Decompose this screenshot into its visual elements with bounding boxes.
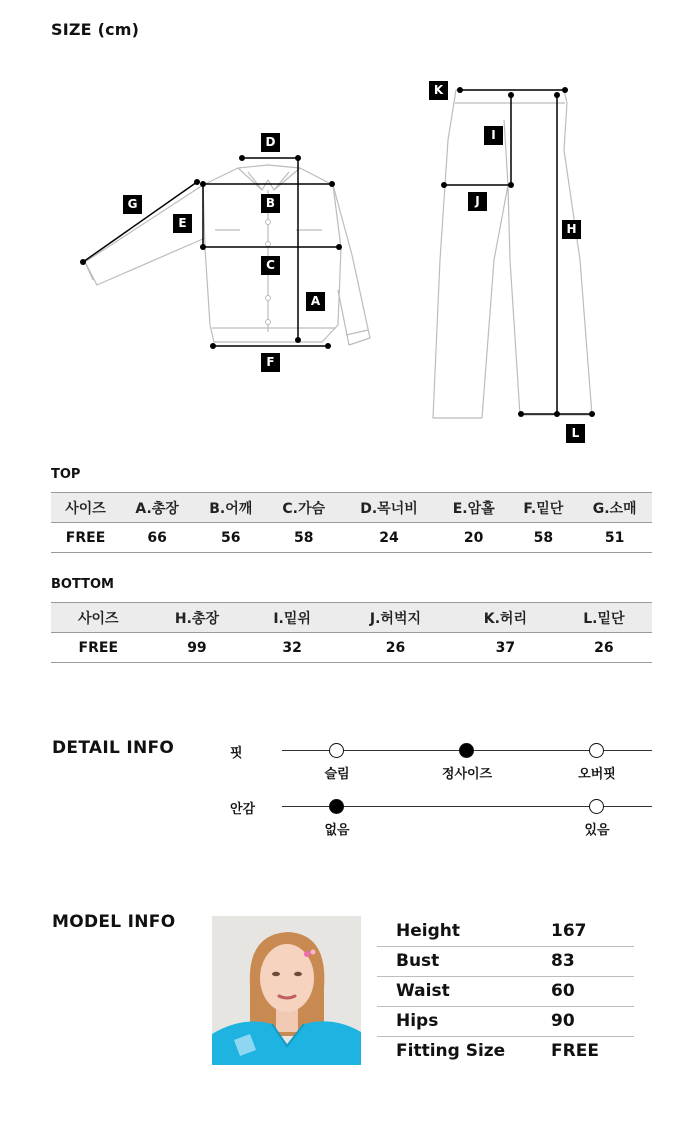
table-header: K.허리: [455, 603, 556, 633]
fit-label: 핏: [230, 746, 243, 761]
table-cell: FREE: [51, 523, 120, 553]
table-cell: 51: [577, 523, 652, 553]
table-row: [51, 523, 652, 553]
table-cell: 20: [438, 523, 509, 553]
model-stat-value: 90: [551, 1006, 634, 1036]
table-row: [51, 633, 652, 663]
lining-option-yes: 있음: [584, 823, 610, 838]
table-row: [377, 976, 634, 1006]
top-table-label: TOP: [51, 467, 81, 482]
marker-a: A: [306, 292, 325, 311]
fit-option-over-dot: [589, 743, 604, 758]
model-photo: [212, 916, 361, 1065]
model-stat-label: Fitting Size: [396, 1041, 506, 1062]
table-cell: 26: [556, 633, 652, 663]
table-header-row: [51, 603, 652, 633]
size-title: SIZE (cm): [51, 20, 140, 39]
table-cell: 58: [267, 523, 340, 553]
table-header: 사이즈: [51, 603, 146, 633]
garment-drawings: [0, 0, 700, 460]
lining-scale: [230, 802, 660, 846]
fit-option-slim: 슬림: [324, 767, 350, 782]
marker-d: D: [261, 133, 280, 152]
model-stat-label: Height: [377, 916, 551, 946]
marker-l: L: [566, 424, 585, 443]
table-header: D.목너비: [340, 493, 438, 523]
model-info-title: MODEL INFO: [52, 912, 176, 932]
table-cell: 26: [336, 633, 455, 663]
marker-h: H: [562, 220, 581, 239]
model-stat-value: 83: [551, 946, 634, 976]
model-stat-label: Waist: [377, 976, 551, 1006]
marker-f: F: [261, 353, 280, 372]
table-header: A.총장: [120, 493, 194, 523]
table-cell: 24: [340, 523, 438, 553]
table-row: [377, 916, 634, 946]
model-stat-label: Bust: [377, 946, 551, 976]
fit-option-slim-dot: [329, 743, 344, 758]
marker-c: C: [261, 256, 280, 275]
model-stats-table: [377, 916, 634, 1066]
table-header: L.밑단: [556, 603, 652, 633]
marker-g: G: [123, 195, 142, 214]
lining-label: 안감: [230, 802, 256, 817]
table-header: C.가슴: [267, 493, 340, 523]
marker-b: B: [261, 194, 280, 213]
table-row: [377, 946, 634, 976]
model-stat-label: Hips: [377, 1006, 551, 1036]
fit-option-regular-dot: [459, 743, 474, 758]
size-diagram: [0, 0, 700, 460]
table-row: [377, 1036, 634, 1066]
table-cell: 56: [194, 523, 267, 553]
fit-option-over: 오버핏: [578, 767, 616, 782]
table-header: G.소매: [577, 493, 652, 523]
fit-scale: [230, 746, 660, 790]
marker-k: K: [429, 81, 448, 100]
bottom-table-label: BOTTOM: [51, 577, 114, 592]
table-cell: 37: [455, 633, 556, 663]
table-header: E.암홀: [438, 493, 509, 523]
table-row: [377, 1006, 634, 1036]
top-size-table: [51, 492, 652, 553]
table-cell: 99: [146, 633, 249, 663]
table-header: H.총장: [146, 603, 249, 633]
bottom-size-table: [51, 602, 652, 663]
table-header: F.밑단: [509, 493, 577, 523]
table-cell: 66: [120, 523, 194, 553]
detail-info-title: DETAIL INFO: [52, 738, 175, 758]
lining-option-none: 없음: [324, 823, 350, 838]
marker-e: E: [173, 214, 192, 233]
table-cell: FREE: [51, 633, 146, 663]
marker-i: I: [484, 126, 503, 145]
model-stat-value: 167: [551, 916, 634, 946]
table-cell: 32: [248, 633, 336, 663]
table-cell: 58: [509, 523, 577, 553]
lining-option-none-dot: [329, 799, 344, 814]
table-header: I.밑위: [248, 603, 336, 633]
lining-option-yes-dot: [589, 799, 604, 814]
model-stat-value: FREE: [551, 1041, 599, 1062]
table-header: B.어깨: [194, 493, 267, 523]
marker-j: J: [468, 192, 487, 211]
table-header-row: [51, 493, 652, 523]
table-header: 사이즈: [51, 493, 120, 523]
model-stat-value: 60: [551, 976, 634, 1006]
table-header: J.허벅지: [336, 603, 455, 633]
fit-option-regular: 정사이즈: [441, 767, 493, 782]
